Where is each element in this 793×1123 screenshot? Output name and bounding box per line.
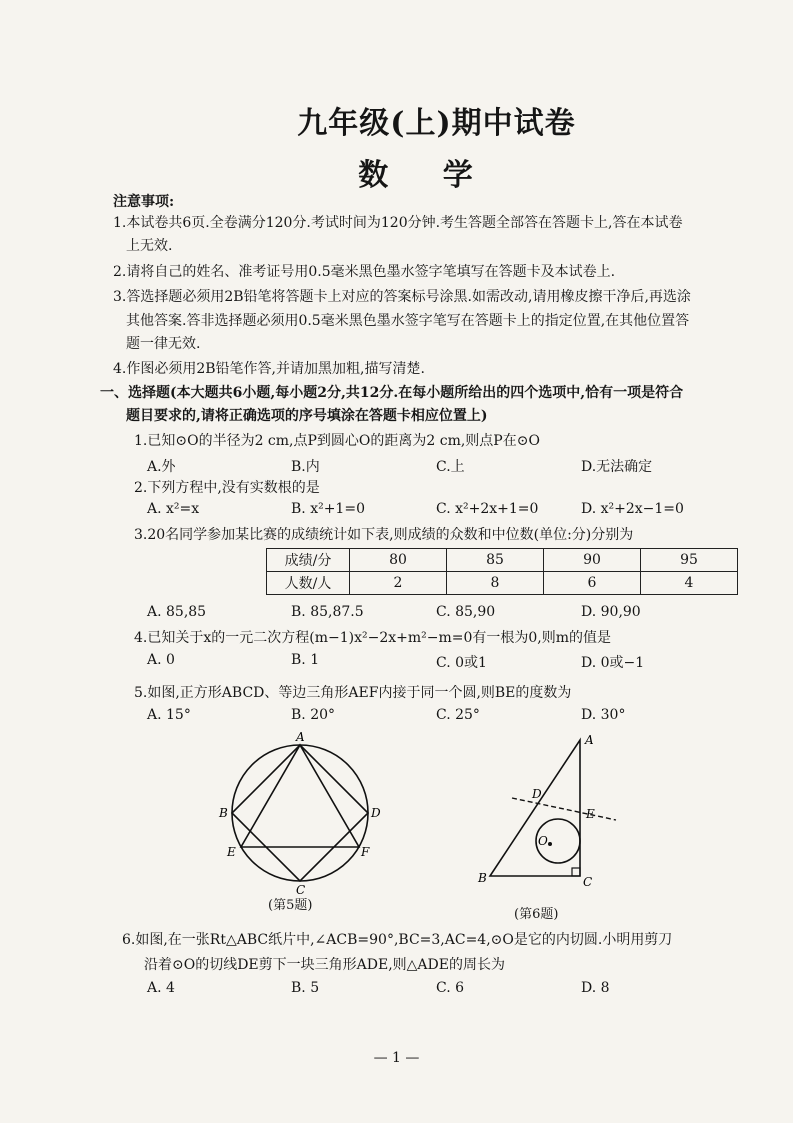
notice-line: 1.本试卷共6页.全卷满分120分.考试时间为120分钟.考生答题全部答在答题卡上,答在本试卷 bbox=[113, 215, 683, 231]
question-6-option-d: D. 8 bbox=[581, 980, 610, 996]
question-2-option-b: B. x²+1=0 bbox=[291, 501, 365, 517]
label-e: E bbox=[227, 845, 236, 859]
label-o: O bbox=[538, 834, 548, 848]
question-1-option-a: A.外 bbox=[147, 459, 176, 475]
question-4-option-b: B. 1 bbox=[291, 652, 320, 668]
subject-title: 数 学 bbox=[358, 158, 495, 193]
question-2-option-d: D. x²+2x−1=0 bbox=[581, 501, 684, 517]
notice-heading: 注意事项: bbox=[113, 194, 175, 210]
question-6-option-c: C. 6 bbox=[436, 980, 465, 996]
question-3-option-b: B. 85,87.5 bbox=[291, 604, 364, 620]
question-5-option-d: D. 30° bbox=[581, 707, 626, 723]
question-2-option-c: C. x²+2x+1=0 bbox=[436, 501, 539, 517]
table-cell: 2 bbox=[350, 572, 447, 595]
question-3-option-d: D. 90,90 bbox=[581, 604, 641, 620]
question-2-option-a: A. x²=x bbox=[147, 501, 200, 517]
table-row bbox=[267, 549, 738, 572]
table-cell: 95 bbox=[641, 549, 738, 572]
table-header-cell: 人数/人 bbox=[267, 572, 350, 595]
figure-6-caption: (第6题) bbox=[514, 907, 559, 922]
table-row bbox=[267, 572, 738, 595]
question-4-option-a: A. 0 bbox=[147, 652, 175, 668]
label-a: A bbox=[296, 730, 305, 744]
tangent-line-de bbox=[512, 798, 616, 820]
notice-line: 2.请将自己的姓名、准考证号用0.5毫米黑色墨水签字笔填写在答题卡及本试卷上. bbox=[113, 264, 616, 280]
triangle-aef bbox=[241, 745, 359, 847]
question-1-option-d: D.无法确定 bbox=[581, 459, 653, 475]
label-c: C bbox=[583, 875, 593, 889]
figure-6-diagram bbox=[470, 728, 630, 898]
table-cell: 4 bbox=[641, 572, 738, 595]
question-4-stem: 4.已知关于x的一元二次方程(m−1)x²−2x+m²−m=0有一根为0,则m的值是 bbox=[134, 630, 612, 646]
label-f: F bbox=[361, 845, 370, 859]
question-2-stem: 2.下列方程中,没有实数根的是 bbox=[134, 480, 320, 496]
center-o-dot bbox=[548, 842, 552, 846]
figure-5-caption: (第5题) bbox=[268, 898, 313, 913]
notice-line: 其他答案.答非选择题必须用0.5毫米黑色墨水签字笔写在答题卡上的指定位置,在其他位置答 bbox=[126, 313, 690, 329]
right-angle-mark bbox=[572, 868, 580, 876]
notice-line: 4.作图必须用2B铅笔作答,并请加黑加粗,描写清楚. bbox=[113, 361, 425, 377]
question-3-option-a: A. 85,85 bbox=[147, 604, 207, 620]
page-number: — 1 — bbox=[373, 1050, 420, 1066]
table-cell: 80 bbox=[350, 549, 447, 572]
score-table bbox=[266, 548, 738, 595]
question-5-option-a: A. 15° bbox=[147, 707, 191, 723]
label-a: A bbox=[585, 733, 594, 747]
notice-line: 题一律无效. bbox=[126, 336, 201, 352]
question-1-stem: 1.已知⊙O的半径为2 cm,点P到圆心O的距离为2 cm,则点P在⊙O bbox=[134, 433, 540, 449]
section-heading-cont: 题目要求的,请将正确选项的序号填涂在答题卡相应位置上) bbox=[126, 408, 488, 424]
label-e: E bbox=[586, 807, 595, 821]
table-cell: 90 bbox=[544, 549, 641, 572]
question-5-option-b: B. 20° bbox=[291, 707, 336, 723]
label-c: C bbox=[296, 883, 306, 897]
circumcircle bbox=[232, 745, 368, 881]
label-b: B bbox=[219, 806, 228, 820]
question-5-option-c: C. 25° bbox=[436, 707, 480, 723]
exam-title: 九年级(上)期中试卷 bbox=[297, 106, 576, 141]
question-5-stem: 5.如图,正方形ABCD、等边三角形AEF内接于同一个圆,则BE的度数为 bbox=[134, 685, 572, 701]
label-d: D bbox=[371, 806, 381, 820]
table-cell: 8 bbox=[447, 572, 544, 595]
question-6-option-b: B. 5 bbox=[291, 980, 320, 996]
question-3-stem: 3.20名同学参加某比赛的成绩统计如下表,则成绩的众数和中位数(单位:分)分别为 bbox=[134, 527, 634, 543]
section-heading: 一、选择题(本大题共6小题,每小题2分,共12分.在每小题所给出的四个选项中,恰有一项是符合 bbox=[100, 385, 684, 401]
question-6-option-a: A. 4 bbox=[147, 980, 175, 996]
label-b: B bbox=[478, 871, 487, 885]
question-3-option-c: C. 85,90 bbox=[436, 604, 496, 620]
figure-5-diagram bbox=[215, 728, 385, 898]
question-6-stem: 6.如图,在一张Rt△ABC纸片中,∠ACB=90°,BC=3,AC=4,⊙O是它的内切圆.小明用剪刀 bbox=[122, 932, 673, 948]
question-4-option-c: C. 0或1 bbox=[436, 655, 487, 671]
table-cell: 85 bbox=[447, 549, 544, 572]
question-4-option-d: D. 0或−1 bbox=[581, 655, 645, 671]
notice-line: 上无效. bbox=[126, 238, 173, 254]
notice-line: 3.答选择题必须用2B铅笔将答题卡上对应的答案标号涂黑.如需改动,请用橡皮擦干净后,再选涂 bbox=[113, 289, 691, 305]
triangle-abc bbox=[490, 740, 580, 876]
question-6-stem-cont: 沿着⊙O的切线DE剪下一块三角形ADE,则△ADE的周长为 bbox=[144, 957, 505, 973]
label-d: D bbox=[532, 787, 542, 801]
question-1-option-c: C.上 bbox=[436, 459, 465, 475]
table-header-cell: 成绩/分 bbox=[267, 549, 350, 572]
table-cell: 6 bbox=[544, 572, 641, 595]
question-1-option-b: B.内 bbox=[291, 459, 320, 475]
